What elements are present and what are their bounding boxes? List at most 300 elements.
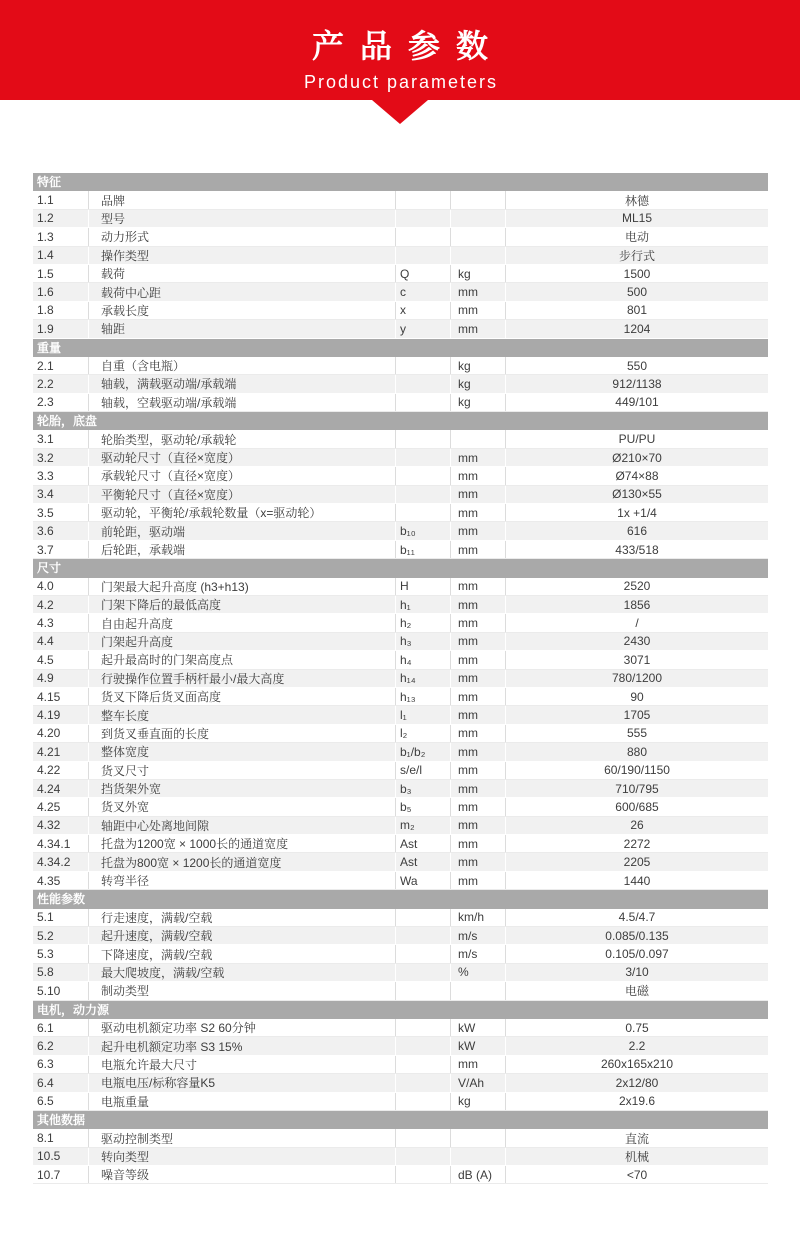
param-code: 4.34.1 — [37, 836, 71, 851]
table-row — [33, 283, 768, 301]
param-unit: kg — [450, 1093, 505, 1110]
param-symbol: h₁₃ — [395, 688, 450, 705]
param-label: 承载长度 — [88, 302, 395, 319]
param-label: 轴距中心处离地间隙 — [88, 817, 395, 834]
param-symbol: c — [395, 283, 450, 300]
param-unit: mm — [450, 320, 505, 337]
param-value: 616 — [505, 522, 768, 539]
param-unit: kg — [450, 375, 505, 392]
table-row — [33, 228, 768, 246]
param-symbol — [395, 375, 450, 392]
param-unit: mm — [450, 283, 505, 300]
param-value: 3/10 — [505, 964, 768, 981]
param-symbol — [395, 964, 450, 981]
param-value: 2520 — [505, 578, 768, 595]
param-value: 780/1200 — [505, 670, 768, 687]
param-value: Ø74×88 — [505, 467, 768, 484]
param-unit: kg — [450, 357, 505, 374]
table-row — [33, 596, 768, 614]
param-code: 4.2 — [37, 597, 54, 612]
param-unit: m/s — [450, 927, 505, 944]
param-label: 轴载，空载驱动端/承载端 — [88, 394, 395, 411]
param-unit: km/h — [450, 909, 505, 926]
param-symbol — [395, 467, 450, 484]
param-unit — [450, 191, 505, 208]
table-row — [33, 302, 768, 320]
param-label: 行驶操作位置手柄杆最小/最大高度 — [88, 670, 395, 687]
param-label: 后轮距，承载端 — [88, 541, 395, 558]
table-row — [33, 578, 768, 596]
param-value: 步行式 — [505, 247, 768, 264]
param-label: 货叉外宽 — [88, 798, 395, 815]
param-symbol — [395, 909, 450, 926]
param-symbol: h₁₄ — [395, 670, 450, 687]
param-unit: m/s — [450, 945, 505, 962]
table-row — [33, 1166, 768, 1184]
param-symbol — [395, 982, 450, 999]
param-unit: mm — [450, 596, 505, 613]
param-label: 门架下降后的最低高度 — [88, 596, 395, 613]
table-row — [33, 486, 768, 504]
param-label: 型号 — [88, 210, 395, 227]
table-row — [33, 1019, 768, 1037]
param-unit — [450, 247, 505, 264]
table-row — [33, 191, 768, 209]
section-header: 其他数据 — [33, 1111, 768, 1129]
param-value: 801 — [505, 302, 768, 319]
param-value: / — [505, 614, 768, 631]
param-label: 货叉尺寸 — [88, 762, 395, 779]
param-code: 1.9 — [37, 321, 54, 336]
param-unit: mm — [450, 743, 505, 760]
param-symbol — [395, 228, 450, 245]
section-header: 尺寸 — [33, 559, 768, 577]
param-code: 6.1 — [37, 1020, 54, 1035]
param-unit — [450, 1129, 505, 1146]
param-symbol — [395, 394, 450, 411]
param-symbol: x — [395, 302, 450, 319]
table-section — [33, 559, 768, 890]
param-unit: mm — [450, 835, 505, 852]
param-label: 电瓶电压/标称容量K5 — [88, 1074, 395, 1091]
param-code: 4.15 — [37, 689, 61, 704]
param-symbol: y — [395, 320, 450, 337]
param-code: 4.3 — [37, 616, 54, 631]
table-row — [33, 430, 768, 448]
param-value: 90 — [505, 688, 768, 705]
param-code: 6.2 — [37, 1039, 54, 1054]
param-symbol: b₅ — [395, 798, 450, 815]
param-symbol: Wa — [395, 872, 450, 889]
banner — [0, 0, 800, 100]
param-label: 轴载，满载驱动端/承载端 — [88, 375, 395, 392]
param-symbol: b₃ — [395, 780, 450, 797]
param-value: 2272 — [505, 835, 768, 852]
table-section — [33, 339, 768, 413]
param-value: 260x165x210 — [505, 1056, 768, 1073]
param-label: 轮胎类型，驱动轮/承载轮 — [88, 430, 395, 447]
param-label: 整体宽度 — [88, 743, 395, 760]
param-label: 挡货架外宽 — [88, 780, 395, 797]
param-unit: mm — [450, 504, 505, 521]
param-unit: dB (A) — [450, 1166, 505, 1183]
param-unit: mm — [450, 614, 505, 631]
param-symbol: H — [395, 578, 450, 595]
param-symbol: l₁ — [395, 706, 450, 723]
table-row — [33, 743, 768, 761]
table-row — [33, 1074, 768, 1092]
section-rows — [33, 1019, 768, 1111]
param-symbol: l₂ — [395, 725, 450, 742]
param-unit: mm — [450, 725, 505, 742]
param-unit: mm — [450, 522, 505, 539]
parameters-table — [33, 173, 768, 1184]
param-label: 操作类型 — [88, 247, 395, 264]
param-code: 2.1 — [37, 358, 54, 373]
table-row — [33, 1148, 768, 1166]
param-value: 1440 — [505, 872, 768, 889]
param-symbol — [395, 945, 450, 962]
param-value: 555 — [505, 725, 768, 742]
param-label: 电瓶允许最大尺寸 — [88, 1056, 395, 1073]
table-row — [33, 1037, 768, 1055]
table-row — [33, 927, 768, 945]
param-symbol: h₁ — [395, 596, 450, 613]
param-value: 林德 — [505, 191, 768, 208]
param-label: 货叉下降后货叉面高度 — [88, 688, 395, 705]
section-rows — [33, 1129, 768, 1184]
table-row — [33, 522, 768, 540]
param-symbol — [395, 247, 450, 264]
table-section — [33, 1001, 768, 1111]
param-unit: mm — [450, 1056, 505, 1073]
param-unit: mm — [450, 798, 505, 815]
param-unit: mm — [450, 467, 505, 484]
param-value: 2x19.6 — [505, 1093, 768, 1110]
param-code: 6.4 — [37, 1075, 54, 1090]
param-unit: mm — [450, 486, 505, 503]
param-unit: mm — [450, 633, 505, 650]
param-unit: mm — [450, 780, 505, 797]
param-unit: mm — [450, 670, 505, 687]
table-row — [33, 872, 768, 890]
param-code: 3.3 — [37, 468, 54, 483]
table-row — [33, 798, 768, 816]
table-row — [33, 504, 768, 522]
param-symbol — [395, 210, 450, 227]
param-unit: mm — [450, 651, 505, 668]
param-label: 门架最大起升高度 (h3+h13) — [88, 578, 395, 595]
param-code: 4.22 — [37, 763, 61, 778]
table-row — [33, 1129, 768, 1147]
table-row — [33, 449, 768, 467]
table-row — [33, 265, 768, 283]
param-symbol — [395, 504, 450, 521]
param-code: 3.2 — [37, 450, 54, 465]
section-rows — [33, 357, 768, 412]
param-label: 载荷中心距 — [88, 283, 395, 300]
param-code: 4.4 — [37, 634, 54, 649]
table-row — [33, 853, 768, 871]
param-code: 4.5 — [37, 652, 54, 667]
param-code: 1.8 — [37, 303, 54, 318]
table-row — [33, 210, 768, 228]
param-code: 4.19 — [37, 708, 61, 723]
param-unit: kg — [450, 265, 505, 282]
param-symbol — [395, 430, 450, 447]
table-section — [33, 1111, 768, 1185]
param-label: 噪音等级 — [88, 1166, 395, 1183]
param-unit: mm — [450, 762, 505, 779]
param-label: 托盘为1200宽 × 1000长的通道宽度 — [88, 835, 395, 852]
param-label: 行走速度，满载/空载 — [88, 909, 395, 926]
param-code: 4.25 — [37, 799, 61, 814]
param-value: 0.105/0.097 — [505, 945, 768, 962]
param-label: 品牌 — [88, 191, 395, 208]
param-value: 550 — [505, 357, 768, 374]
param-label: 动力形式 — [88, 228, 395, 245]
param-unit: kW — [450, 1019, 505, 1036]
table-row — [33, 670, 768, 688]
param-code: 5.2 — [37, 928, 54, 943]
param-symbol — [395, 1074, 450, 1091]
param-code: 4.9 — [37, 671, 54, 686]
param-symbol: h₄ — [395, 651, 450, 668]
table-row — [33, 1056, 768, 1074]
param-symbol — [395, 1166, 450, 1183]
param-label: 前轮距，驱动端 — [88, 522, 395, 539]
param-symbol: s/e/l — [395, 762, 450, 779]
param-code: 3.7 — [37, 542, 54, 557]
param-value: 1856 — [505, 596, 768, 613]
param-symbol — [395, 1148, 450, 1165]
param-unit — [450, 1148, 505, 1165]
param-label: 驱动轮，平衡轮/承载轮数量（x=驱动轮） — [88, 504, 395, 521]
param-code: 3.6 — [37, 524, 54, 539]
param-symbol — [395, 1056, 450, 1073]
param-symbol — [395, 1037, 450, 1054]
param-code: 3.4 — [37, 487, 54, 502]
param-code: 5.1 — [37, 910, 54, 925]
param-symbol: Ast — [395, 835, 450, 852]
param-symbol: b₁₀ — [395, 522, 450, 539]
param-unit — [450, 228, 505, 245]
table-row — [33, 614, 768, 632]
param-unit: mm — [450, 706, 505, 723]
param-label: 起升电机额定功率 S3 15% — [88, 1037, 395, 1054]
param-label: 制动类型 — [88, 982, 395, 999]
table-row — [33, 945, 768, 963]
param-unit: mm — [450, 688, 505, 705]
param-value: 600/685 — [505, 798, 768, 815]
param-label: 驱动轮尺寸（直径×宽度） — [88, 449, 395, 466]
param-value: <70 — [505, 1166, 768, 1183]
param-symbol: h₃ — [395, 633, 450, 650]
section-rows — [33, 578, 768, 891]
table-row — [33, 651, 768, 669]
param-value: 0.75 — [505, 1019, 768, 1036]
param-value: 1204 — [505, 320, 768, 337]
table-row — [33, 762, 768, 780]
param-value: 2430 — [505, 633, 768, 650]
param-value: 1705 — [505, 706, 768, 723]
param-value: 2x12/80 — [505, 1074, 768, 1091]
table-row — [33, 320, 768, 338]
param-code: 3.5 — [37, 505, 54, 520]
param-code: 1.2 — [37, 211, 54, 226]
param-label: 承载轮尺寸（直径×宽度） — [88, 467, 395, 484]
param-code: 10.7 — [37, 1167, 61, 1182]
param-value: PU/PU — [505, 430, 768, 447]
param-value: 电动 — [505, 228, 768, 245]
section-header: 重量 — [33, 339, 768, 357]
param-unit: mm — [450, 541, 505, 558]
param-code: 2.2 — [37, 376, 54, 391]
param-code: 2.3 — [37, 395, 54, 410]
param-code: 4.34.2 — [37, 855, 71, 870]
table-row — [33, 817, 768, 835]
param-code: 4.0 — [37, 579, 54, 594]
param-symbol — [395, 191, 450, 208]
param-value: ML15 — [505, 210, 768, 227]
param-label: 门架起升高度 — [88, 633, 395, 650]
param-label: 驱动控制类型 — [88, 1129, 395, 1146]
section-header: 电机，动力源 — [33, 1001, 768, 1019]
param-code: 4.24 — [37, 781, 61, 796]
param-value: 2205 — [505, 853, 768, 870]
param-symbol — [395, 1093, 450, 1110]
param-label: 到货叉垂直面的长度 — [88, 725, 395, 742]
section-rows — [33, 909, 768, 1001]
param-code: 10.5 — [37, 1149, 61, 1164]
param-label: 载荷 — [88, 265, 395, 282]
param-code: 1.1 — [37, 193, 54, 208]
table-row — [33, 725, 768, 743]
param-label: 最大爬坡度，满载/空载 — [88, 964, 395, 981]
param-symbol — [395, 1129, 450, 1146]
param-unit: kW — [450, 1037, 505, 1054]
param-value: 机械 — [505, 1148, 768, 1165]
table-row — [33, 394, 768, 412]
param-unit: mm — [450, 853, 505, 870]
table-section — [33, 412, 768, 559]
param-unit: mm — [450, 578, 505, 595]
param-symbol: Q — [395, 265, 450, 282]
param-label: 起升速度，满载/空载 — [88, 927, 395, 944]
param-code: 1.6 — [37, 285, 54, 300]
param-symbol: m₂ — [395, 817, 450, 834]
param-code: 5.3 — [37, 947, 54, 962]
page-subtitle: Product parameters — [303, 72, 499, 92]
param-code: 6.3 — [37, 1057, 54, 1072]
section-rows — [33, 191, 768, 338]
param-value: 433/518 — [505, 541, 768, 558]
table-row — [33, 982, 768, 1000]
param-label: 起升最高时的门架高度点 — [88, 651, 395, 668]
param-code: 5.10 — [37, 983, 61, 998]
param-code: 4.20 — [37, 726, 61, 741]
param-label: 托盘为800宽 × 1200长的通道宽度 — [88, 853, 395, 870]
param-code: 4.21 — [37, 744, 61, 759]
section-header: 性能参数 — [33, 890, 768, 908]
table-row — [33, 1093, 768, 1111]
param-symbol — [395, 486, 450, 503]
param-value: Ø210×70 — [505, 449, 768, 466]
param-code: 8.1 — [37, 1131, 54, 1145]
param-label: 自重（含电瓶） — [88, 357, 395, 374]
param-code: 5.8 — [37, 965, 54, 980]
param-symbol — [395, 449, 450, 466]
table-section — [33, 890, 768, 1000]
param-value: 1500 — [505, 265, 768, 282]
param-unit: kg — [450, 394, 505, 411]
param-label: 转弯半径 — [88, 872, 395, 889]
param-value: 912/1138 — [505, 375, 768, 392]
param-value: 直流 — [505, 1129, 768, 1146]
param-value: 3071 — [505, 651, 768, 668]
param-value: 710/795 — [505, 780, 768, 797]
param-code: 6.5 — [37, 1094, 54, 1109]
param-value: 449/101 — [505, 394, 768, 411]
param-code: 4.32 — [37, 818, 61, 833]
param-symbol: Ast — [395, 853, 450, 870]
param-label: 自由起升高度 — [88, 614, 395, 631]
param-code: 1.5 — [37, 266, 54, 281]
param-symbol: h₂ — [395, 614, 450, 631]
param-symbol: b₁/b₂ — [395, 743, 450, 760]
param-value: 0.085/0.135 — [505, 927, 768, 944]
page-title: 产品参数 — [311, 28, 504, 64]
param-code: 1.3 — [37, 229, 54, 244]
param-value: 26 — [505, 817, 768, 834]
param-code: 4.35 — [37, 873, 61, 888]
param-value: Ø130×55 — [505, 486, 768, 503]
param-symbol — [395, 1019, 450, 1036]
table-row — [33, 909, 768, 927]
section-rows — [33, 430, 768, 559]
param-label: 电瓶重量 — [88, 1093, 395, 1110]
param-symbol — [395, 357, 450, 374]
param-label: 轴距 — [88, 320, 395, 337]
param-value: 500 — [505, 283, 768, 300]
table-row — [33, 706, 768, 724]
table-row — [33, 247, 768, 265]
param-label: 驱动电机额定功率 S2 60分钟 — [88, 1019, 395, 1036]
table-row — [33, 633, 768, 651]
param-unit: mm — [450, 449, 505, 466]
param-label: 转向类型 — [88, 1148, 395, 1165]
param-value: 电磁 — [505, 982, 768, 999]
param-symbol: b₁₁ — [395, 541, 450, 558]
param-unit: % — [450, 964, 505, 981]
param-unit: mm — [450, 302, 505, 319]
table-row — [33, 688, 768, 706]
section-header: 特征 — [33, 173, 768, 191]
table-section — [33, 173, 768, 339]
banner-notch-triangle — [372, 100, 428, 124]
param-label: 下降速度，满载/空载 — [88, 945, 395, 962]
param-unit: V/Ah — [450, 1074, 505, 1091]
table-row — [33, 375, 768, 393]
param-unit — [450, 210, 505, 227]
param-unit: mm — [450, 872, 505, 889]
param-value: 4.5/4.7 — [505, 909, 768, 926]
param-label: 平衡轮尺寸（直径×宽度） — [88, 486, 395, 503]
table-row — [33, 357, 768, 375]
param-value: 880 — [505, 743, 768, 760]
param-symbol — [395, 927, 450, 944]
table-row — [33, 541, 768, 559]
